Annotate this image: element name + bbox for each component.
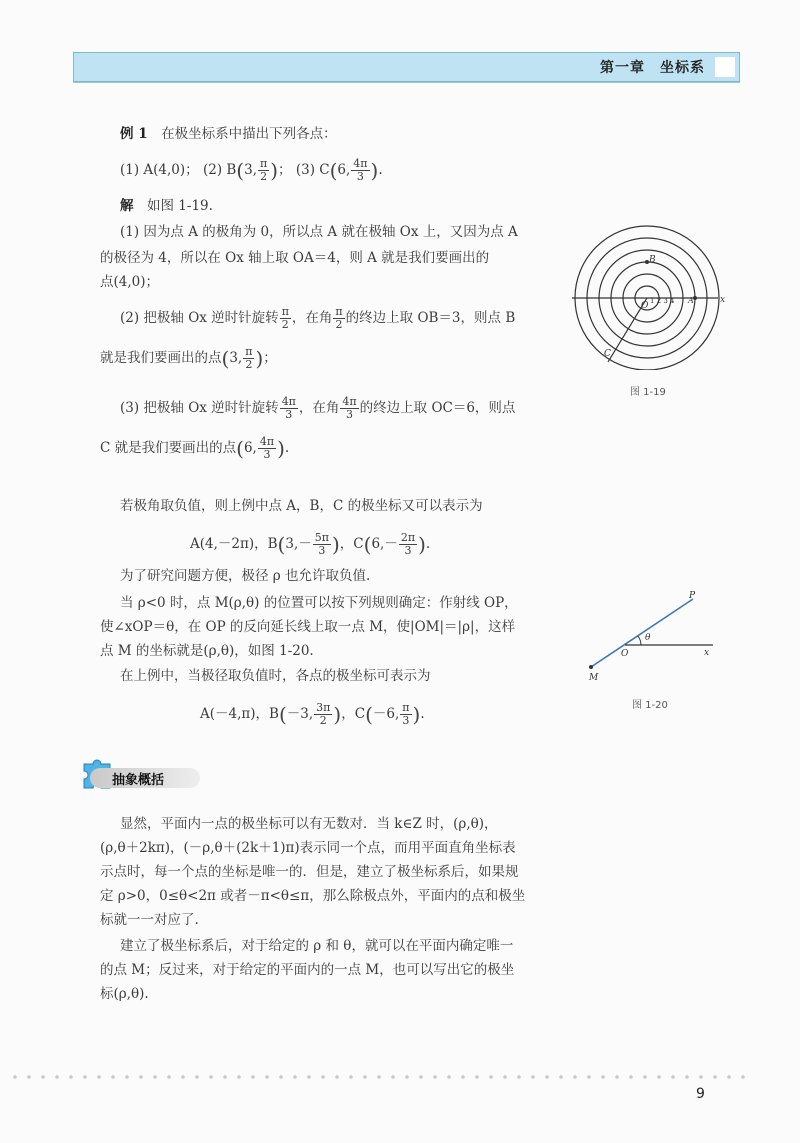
label-x: x (720, 295, 726, 305)
badge-label: 抽象概括 (112, 773, 165, 788)
step2-inner: 3, (229, 350, 243, 366)
fraction-4pi-3: $\frac{4\pi}{3}$ (353, 157, 368, 183)
negative-para4: 在上例中，当极径取负值时，各点的极坐标可表示为 (120, 668, 431, 684)
example-label: 例 1 (120, 126, 148, 142)
abstract-line: 建立了极坐标系后，对于给定的 ρ 和 θ，就可以在平面内确定唯一 (120, 938, 514, 954)
label-a: A (688, 296, 694, 305)
figure-1-19-caption: 图 1-19 (630, 387, 666, 398)
formula-c-inner: 6,－ (371, 536, 398, 552)
step2-text-d: 就是我们要画出的点 (100, 350, 222, 366)
solution-line: (1) 因为点 A 的极角为 0，所以点 A 就在极轴 Ox 上，又因为点 A (120, 224, 518, 240)
negative-para3: 使∠xOP＝θ，在 OP 的反向延长线上取一点 M，使|OM|＝|ρ|，这样 (100, 619, 516, 635)
formula-a: A(4,－2π)，B (190, 536, 278, 552)
formula2-sep: ，C (341, 706, 366, 722)
angle-arc (638, 636, 641, 645)
formula-end: . (425, 536, 431, 552)
label-ticks: 1 2 3 4 (650, 297, 675, 305)
negative-formula-2: A(－4,π)，B(－3, $\frac{3\pi}{2}$ )，C(－6, $\frac{\pi}{3}$ ). (200, 701, 425, 727)
figure-1-20 (585, 585, 735, 685)
step3-text-a: (3) 把极轴 Ox 逆时针旋转 (120, 400, 279, 416)
abstract-line: 的点 M；反过来，对于给定的平面内的一点 M，也可以写出它的极坐 (100, 962, 515, 978)
abstract-line: 显然，平面内一点的极坐标可以有无数对．当 k∈Z 时，(ρ,θ)， (120, 816, 498, 832)
step3-text-c: 的终边上取 OC＝6，则点 (359, 400, 516, 416)
abstract-line: 标就一一对应了. (100, 912, 199, 928)
point-c-inner: 6, (337, 162, 351, 178)
example-heading (120, 124, 337, 144)
point-c-text: ； (3) C (278, 162, 330, 178)
example-points: (1) A(4,0)； (2) B(3, $\frac{\pi}{2}$ )； (3) C(6, $\frac{4\pi}{3}$ ). (120, 157, 383, 183)
solution-ref: 如图 1-19. (147, 198, 213, 214)
fraction-4pi-3: $\frac{4\pi}{3}$ (259, 435, 275, 461)
abstract-line: 示点时，每一个点的坐标是唯一的．但是，建立了极坐标系后，如果规 (100, 864, 519, 880)
point-b-inner: 3, (244, 162, 257, 178)
example-prompt: 在极坐标系中描出下列各点： (161, 126, 337, 142)
fraction-pi-2: $\frac{\pi}{2}$ (335, 305, 343, 331)
fraction-pi-2: $\frac{\pi}{2}$ (281, 305, 289, 331)
label-theta: θ (645, 633, 651, 643)
fraction-4pi-3: $\frac{4\pi}{3}$ (342, 395, 357, 421)
fraction-pi-3: $\frac{\pi}{3}$ (402, 701, 410, 727)
chapter-title: 第一章 坐标系 (600, 60, 705, 76)
solution-step-2 (120, 306, 515, 331)
label-b: B (649, 255, 656, 265)
step3-inner: 6, (243, 440, 257, 456)
solution-heading (120, 196, 213, 216)
negative-para2: 为了研究问题方便，极径 ρ 也允许取负值. (120, 568, 371, 584)
negative-intro: 若极角取负值，则上例中点 A，B，C 的极坐标又可以表示为 (120, 498, 483, 514)
step3-text-b: ，在角 (298, 400, 340, 416)
label-c: C (604, 349, 611, 359)
page-number: 9 (696, 1086, 705, 1102)
abstract-line: (ρ,θ＋2kπ)，(－ρ,θ＋(2k＋1)π)表示同一个点，而用平面直角坐标表 (100, 840, 516, 856)
solution-step-2b: 就是我们要画出的点(3, $\frac{\pi}{2}$ )； (100, 345, 277, 371)
fraction-pi-2: $\frac{\pi}{2}$ (260, 157, 268, 183)
step3-text-d: C 就是我们要画出的点 (100, 440, 237, 456)
chapter-header (73, 52, 740, 82)
point-m (589, 665, 593, 669)
fraction-pi-2: $\frac{\pi}{2}$ (245, 345, 253, 371)
fraction-3pi-2: $\frac{3\pi}{2}$ (316, 701, 331, 727)
step2-text-b: ，在角 (291, 310, 333, 326)
fraction-5pi-3: $\frac{5\pi}{3}$ (314, 531, 329, 557)
negative-formula: A(4,－2π)，B(3,－ $\frac{5\pi}{3}$ )，C(6,－ $\frac{2\pi}{3}$ ). (190, 531, 431, 557)
point-a-b-text: (1) A(4,0)； (2) B (120, 162, 237, 178)
ray-op (591, 599, 693, 667)
label-o: O (621, 649, 629, 659)
label-o: O (641, 301, 649, 311)
abstract-line: 定 ρ>0，0≤θ<2π 或者－π<θ≤π，那么除极点外，平面内的点和极坐 (100, 888, 526, 904)
label-m: M (589, 673, 599, 683)
step2-text-a: (2) 把极轴 Ox 逆时针旋转 (120, 310, 279, 326)
footer-dotted-rule (8, 1075, 748, 1079)
solution-step-3b: C 就是我们要画出的点(6, $\frac{4\pi}{3}$ ). (100, 435, 290, 461)
point-end: . (378, 162, 383, 178)
header-tab-decoration (715, 57, 735, 77)
abstract-line: 标(ρ,θ). (100, 986, 149, 1002)
formula-c: ，C (339, 536, 364, 552)
formula2-c-inner: －6, (372, 706, 400, 722)
abstract-badge (80, 758, 200, 792)
solution-line: 点(4,0)； (100, 274, 160, 290)
formula2-b-inner: －3, (286, 706, 314, 722)
label-p: P (689, 591, 696, 601)
fraction-4pi-3: $\frac{4\pi}{3}$ (281, 395, 296, 421)
figure-1-20-caption: 图 1-20 (632, 700, 668, 711)
formula2-a: A(－4,π)，B (200, 706, 279, 722)
solution-line: 的极径为 4，所以在 Ox 轴上取 OA＝4，则 A 就是我们要画出的 (100, 250, 490, 266)
step2-end: ； (263, 350, 277, 366)
solution-step-3 (120, 396, 515, 421)
step2-text-c: 的终边上取 OB＝3，则点 B (345, 310, 516, 326)
label-x: x (704, 648, 710, 658)
negative-para3: 点 M 的坐标就是(ρ,θ)，如图 1-20. (100, 643, 314, 659)
fraction-2pi-3: $\frac{2\pi}{3}$ (400, 531, 416, 557)
negative-para3: 当 ρ<0 时，点 M(ρ,θ) 的位置可以按下列规则确定：作射线 OP， (120, 595, 518, 611)
formula2-end: . (420, 706, 425, 722)
figure-1-19 (570, 220, 730, 370)
formula-b-inner: 3,－ (285, 536, 312, 552)
step3-end: . (284, 440, 290, 456)
solution-label: 解 (120, 198, 134, 214)
